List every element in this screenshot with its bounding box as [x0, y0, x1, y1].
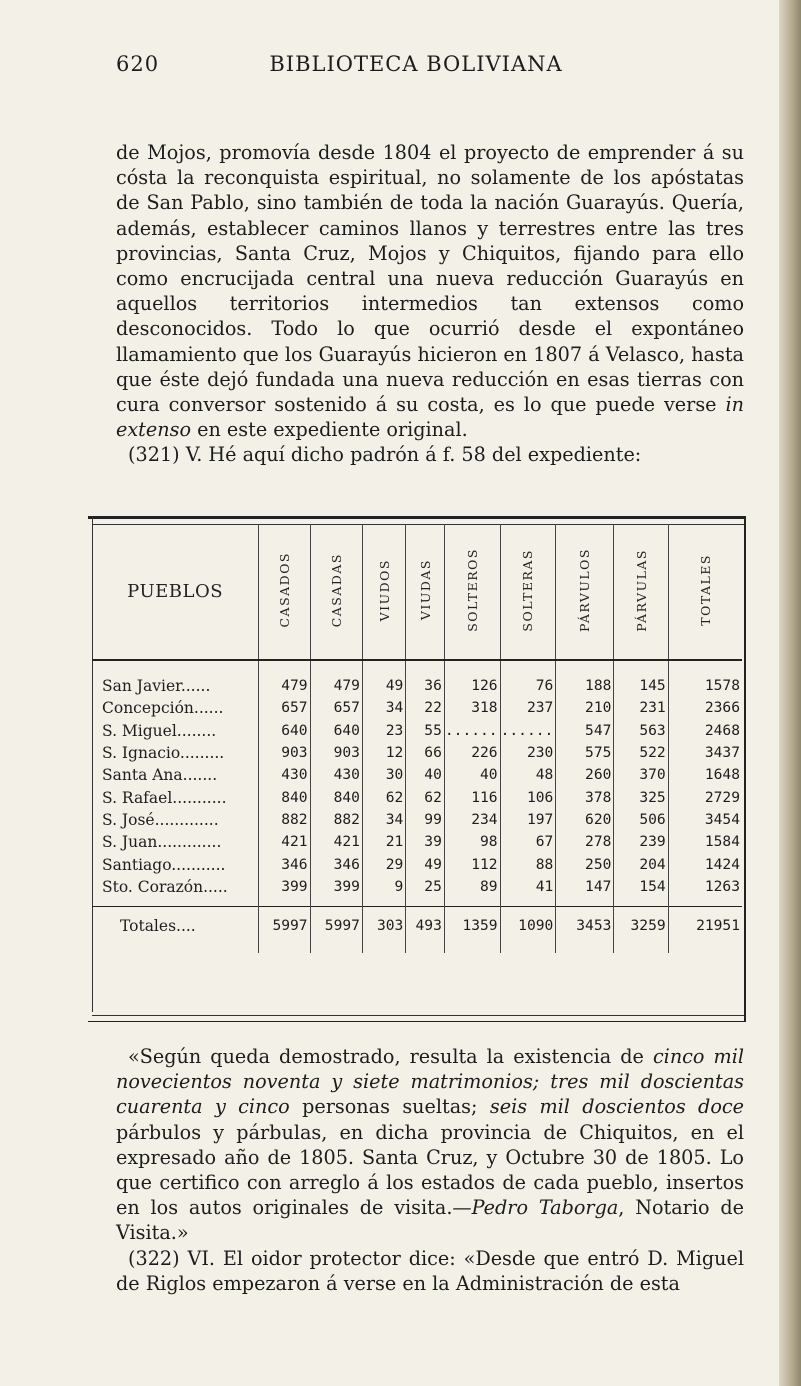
town-name: Concepción......: [102, 699, 224, 718]
table-cell: 278: [556, 831, 614, 853]
totals-cell: 5997: [310, 906, 362, 953]
table-cell: 1584: [668, 831, 742, 853]
table-cell: 204: [614, 853, 668, 875]
table-cell: 12: [362, 742, 405, 764]
table-cell: 106: [500, 786, 556, 808]
totals-cell: 21951: [668, 906, 742, 953]
table-cell: 563: [614, 720, 668, 742]
table-cell: 30: [362, 764, 405, 786]
paragraph-322: (322) VI. El oidor protector dice: «Desde que entró D. Miguel de Riglos empezaron á verse en la Administración de esta: [116, 1246, 744, 1295]
table-cell: 154: [614, 876, 668, 907]
table-cell: 640: [259, 720, 310, 742]
col-header-pueblos: PUEBLOS: [92, 524, 259, 660]
table-cell: 1424: [668, 853, 742, 875]
totals-row: [92, 906, 742, 953]
table-cell: 657: [310, 697, 362, 719]
col-header-totales: TOTALES: [668, 524, 742, 660]
totals-label: Totales....: [92, 906, 259, 953]
col-header-solteras: SOLTERAS: [500, 524, 556, 660]
table-cell: 116: [444, 786, 500, 808]
closing-text: [116, 1044, 744, 1296]
table-row: [92, 853, 742, 875]
table-cell: 399: [259, 876, 310, 907]
table-cell: 99: [406, 809, 445, 831]
town-name: S. Miguel........: [102, 721, 217, 740]
table-cell: 62: [406, 786, 445, 808]
table-cell: 226: [444, 742, 500, 764]
table-row: [92, 660, 742, 697]
table-cell: 49: [362, 660, 405, 697]
opening-text: [116, 140, 744, 468]
table-cell: 3454: [668, 809, 742, 831]
table-cell: 575: [556, 742, 614, 764]
header-row: [92, 524, 742, 660]
table-cell: 40: [406, 764, 445, 786]
table-cell: 421: [310, 831, 362, 853]
table-cell: 430: [310, 764, 362, 786]
table-cell: 239: [614, 831, 668, 853]
table-cell: 840: [310, 786, 362, 808]
town-name: S. José.............: [102, 810, 219, 829]
certification-quote: «Según queda demostrado, resulta la existencia de cinco mil novecientos noventa y siete matrimonios; tres mil doscientas cuarenta y cinco personas sueltas; seis mil doscientos doce párbulos y párbulas, en dicha provincia de Chiquitos, en el expresado año de 1805. Santa Cruz, y Octubre 30 de 1805. Lo que certifico con arreglo á los estados de cada pueblo, insertos en los autos originales de visita.—Pedro Taborga, Notario de Visita.»: [116, 1045, 744, 1245]
totals-cell: 1090: [500, 906, 556, 953]
table-cell: 40: [444, 764, 500, 786]
table-cell: 346: [310, 853, 362, 875]
table-cell: 1263: [668, 876, 742, 907]
table-cell: 48: [500, 764, 556, 786]
col-header-parvulos: PÁRVULOS: [556, 524, 614, 660]
table-cell: 34: [362, 697, 405, 719]
totals-cell: 1359: [444, 906, 500, 953]
table-cell: 67: [500, 831, 556, 853]
book-title: BIBLIOTECA BOLIVIANA: [269, 52, 563, 76]
table-cell: 197: [500, 809, 556, 831]
table-cell: ......: [500, 720, 556, 742]
page-edge: [779, 0, 801, 1386]
paragraph-321: (321) V. Hé aquí dicho padrón á f. 58 del expediente:: [128, 443, 642, 467]
table-cell: 506: [614, 809, 668, 831]
town-name: San Javier......: [102, 677, 211, 696]
table-cell: 657: [259, 697, 310, 719]
col-header-casadas: CASADAS: [310, 524, 362, 660]
table-cell: 21: [362, 831, 405, 853]
table-row: [92, 876, 742, 907]
table-cell: 250: [556, 853, 614, 875]
table-cell: 55: [406, 720, 445, 742]
table-cell: 430: [259, 764, 310, 786]
town-name: S. Ignacio.........: [102, 744, 225, 763]
table-cell: 22: [406, 697, 445, 719]
totals-cell: 3259: [614, 906, 668, 953]
table-cell: 49: [406, 853, 445, 875]
table-row: [92, 742, 742, 764]
table-cell: 98: [444, 831, 500, 853]
table-cell: 41: [500, 876, 556, 907]
table-cell: 88: [500, 853, 556, 875]
page-number: 620: [116, 52, 160, 76]
table-cell: ......: [444, 720, 500, 742]
table-cell: 522: [614, 742, 668, 764]
totals-cell: 5997: [259, 906, 310, 953]
totals-cell: 303: [362, 906, 405, 953]
table-cell: 230: [500, 742, 556, 764]
table-cell: 260: [556, 764, 614, 786]
table-cell: 421: [259, 831, 310, 853]
table-cell: 126: [444, 660, 500, 697]
town-name: Sto. Corazón.....: [102, 877, 228, 896]
table-cell: 210: [556, 697, 614, 719]
census-table: [92, 524, 742, 953]
table-cell: 145: [614, 660, 668, 697]
town-name: Santa Ana.......: [102, 766, 218, 785]
table-cell: 237: [500, 697, 556, 719]
table-cell: 234: [444, 809, 500, 831]
col-header-viudos: VIUDOS: [362, 524, 405, 660]
table-row: [92, 786, 742, 808]
table-cell: 903: [310, 742, 362, 764]
table-cell: 23: [362, 720, 405, 742]
table-cell: 1578: [668, 660, 742, 697]
table-cell: 2729: [668, 786, 742, 808]
table-cell: 479: [259, 660, 310, 697]
table-cell: 62: [362, 786, 405, 808]
table-row: [92, 831, 742, 853]
col-header-casados: CASADOS: [259, 524, 310, 660]
table-cell: 34: [362, 809, 405, 831]
table-cell: 399: [310, 876, 362, 907]
totals-cell: 3453: [556, 906, 614, 953]
table-cell: 840: [259, 786, 310, 808]
table-cell: 346: [259, 853, 310, 875]
col-header-viudas: VIUDAS: [406, 524, 445, 660]
town-name: S. Rafael...........: [102, 788, 227, 807]
table-row: [92, 697, 742, 719]
col-header-solteros: SOLTEROS: [444, 524, 500, 660]
census-table-frame: [88, 516, 748, 1024]
table-cell: 547: [556, 720, 614, 742]
table-cell: 9: [362, 876, 405, 907]
table-row: [92, 720, 742, 742]
table-cell: 25: [406, 876, 445, 907]
table-cell: 147: [556, 876, 614, 907]
table-cell: 640: [310, 720, 362, 742]
table-cell: 2468: [668, 720, 742, 742]
table-cell: 3437: [668, 742, 742, 764]
town-name: Santiago...........: [102, 855, 226, 874]
table-cell: 903: [259, 742, 310, 764]
table-cell: 325: [614, 786, 668, 808]
town-name: S. Juan.............: [102, 833, 222, 852]
table-row: [92, 809, 742, 831]
table-cell: 76: [500, 660, 556, 697]
table-cell: 620: [556, 809, 614, 831]
table-cell: 370: [614, 764, 668, 786]
table-cell: 89: [444, 876, 500, 907]
col-header-parvulas: PÁRVULAS: [614, 524, 668, 660]
table-cell: 66: [406, 742, 445, 764]
table-cell: 882: [310, 809, 362, 831]
table-cell: 378: [556, 786, 614, 808]
table-cell: 231: [614, 697, 668, 719]
table-cell: 29: [362, 853, 405, 875]
table-cell: 112: [444, 853, 500, 875]
table-cell: 1648: [668, 764, 742, 786]
table-row: [92, 764, 742, 786]
totals-cell: 493: [406, 906, 445, 953]
table-cell: 479: [310, 660, 362, 697]
table-cell: 2366: [668, 697, 742, 719]
table-cell: 318: [444, 697, 500, 719]
table-cell: 188: [556, 660, 614, 697]
table-cell: 882: [259, 809, 310, 831]
paragraph-320-continuation: de Mojos, promovía desde 1804 el proyecto de emprender á su cósta la reconquista espiritual, no solamente de los apóstatas de San Pablo, sino también de toda la nación Guarayús. Quería, además, establecer caminos llanos y terrestres entre las tres provincias, Santa Cruz, Mojos y Chiquitos, fijando para ello como encrucijada central una nueva reducción Guarayús en aquellos territorios intermedios tan extensos como desconocidos. Todo lo que ocurrió desde el expontáneo llamamiento que los Guarayús hicieron en 1807 á Velasco, hasta que éste dejó fundada una nueva reducción en esas tierras con cura conversor sostenido á su costa, es lo que puede verse in extenso en este expediente original.: [116, 141, 744, 442]
table-cell: 39: [406, 831, 445, 853]
table-cell: 36: [406, 660, 445, 697]
